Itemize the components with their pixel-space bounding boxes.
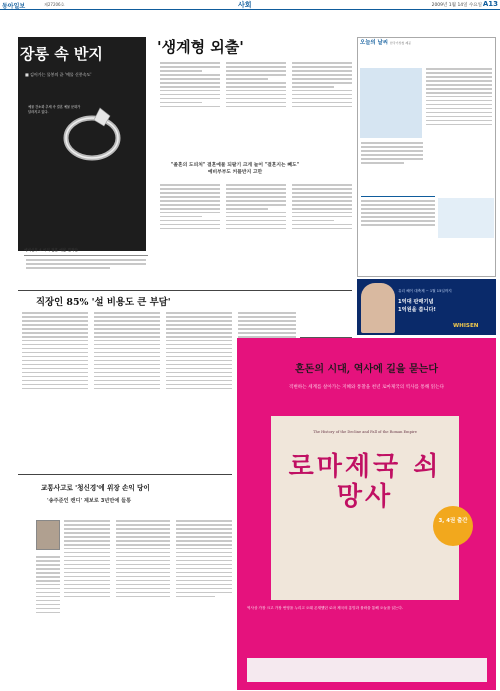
ad-brand: WHISEN bbox=[453, 323, 479, 329]
weather-subtitle: 한국기상청 제공 bbox=[389, 41, 412, 45]
publisher-bar bbox=[247, 658, 487, 682]
section-title: 사회 bbox=[238, 1, 252, 9]
section-divider bbox=[18, 290, 352, 291]
ad-line-1: 유리 쌔이 대축제 ~ 1월 15일까지 bbox=[398, 289, 452, 293]
quote-headline: "졸혼의 도피처" 결혼예물 되팔기 크게 늘어 "결혼지는 빼도" 예비부부도 커플반지 고만 bbox=[170, 163, 300, 175]
book-ad-subheadline: 격변하는 세계를 살아가는 지혜와 통찰을 천년 로마제국의 역사를 통해 읽는다 bbox=[288, 385, 445, 390]
book-ad-headline: 혼돈의 시대, 역사에 길을 묻는다 bbox=[295, 364, 438, 375]
issue-number: 제27206호 bbox=[44, 2, 65, 7]
article-column-9 bbox=[166, 312, 232, 472]
subheadline-3: '송주준인 캔디' 제보로 3년만에 들통 bbox=[47, 498, 132, 504]
ad-line-3: 1억원을 쏩니다! bbox=[398, 307, 436, 313]
book-title: 로마제국 쇠망사 bbox=[288, 452, 442, 512]
headline-1: '생계형 외출' bbox=[157, 38, 244, 56]
book-ad bbox=[237, 338, 496, 690]
article-column-2 bbox=[226, 62, 286, 158]
book-cover bbox=[271, 416, 459, 600]
feature-title: 장롱 속 반지 bbox=[20, 45, 103, 63]
article-column-1 bbox=[160, 62, 220, 158]
newspaper-name: 동아일보 bbox=[2, 3, 26, 10]
article-column-5 bbox=[226, 184, 286, 284]
article-column-13 bbox=[116, 520, 170, 685]
headline-3: 교통사고로 '청신경'에 위장 손익 당이 bbox=[41, 484, 150, 492]
sea-weather-map bbox=[438, 198, 494, 238]
weather-text bbox=[426, 68, 492, 188]
ring-image bbox=[42, 88, 126, 172]
article-column-7 bbox=[22, 312, 88, 472]
book-description: 역사상 가장 크고 가장 번영을 누리고 오래 존재했던 로마 제국의 흥망과 몰락을 통해 오늘을 읽는다. bbox=[247, 606, 403, 610]
article-column-14 bbox=[176, 520, 232, 685]
article-column-15 bbox=[36, 556, 60, 685]
headline-2: 직장인 85% '설 비용도 큰 부담' bbox=[36, 297, 171, 308]
bottom-divider bbox=[18, 474, 232, 475]
weather-text-2 bbox=[361, 142, 423, 192]
article-column-8 bbox=[94, 312, 160, 472]
weather-table bbox=[361, 196, 435, 238]
weather-map bbox=[360, 68, 422, 138]
book-english-title: The History of the Decline and Fall of the Roman Empire bbox=[313, 430, 417, 434]
volume-badge: 3, 4권 출간 bbox=[433, 506, 473, 546]
feature-caption: 예물 간소화 추세 속 결혼 예물 문화가 달라지고 있다. bbox=[28, 105, 81, 114]
portrait-photo bbox=[36, 520, 60, 550]
ad-line-2: 1억대 판매기념 bbox=[398, 299, 434, 305]
article-column-12 bbox=[64, 520, 110, 685]
feature-subtitle: ■ 김어가는 물봉의 끝 '예물 신풍속도' bbox=[25, 72, 92, 77]
appliance-ad bbox=[357, 279, 496, 335]
publication-date: 2009년 1월 14일 수요일 bbox=[431, 3, 482, 8]
model-photo bbox=[361, 283, 395, 333]
feature-footer: 예비신부 4 씨의 결혼 예물 견적안 bbox=[24, 248, 78, 252]
weather-title: 오늘의 날씨 한국기상청 제공 bbox=[360, 40, 412, 46]
masthead bbox=[0, 0, 500, 10]
page-number: A13 bbox=[482, 0, 498, 8]
price-table bbox=[24, 255, 148, 281]
article-column-4 bbox=[160, 184, 220, 284]
article-column-6 bbox=[292, 184, 352, 284]
article-column-3 bbox=[292, 62, 352, 158]
